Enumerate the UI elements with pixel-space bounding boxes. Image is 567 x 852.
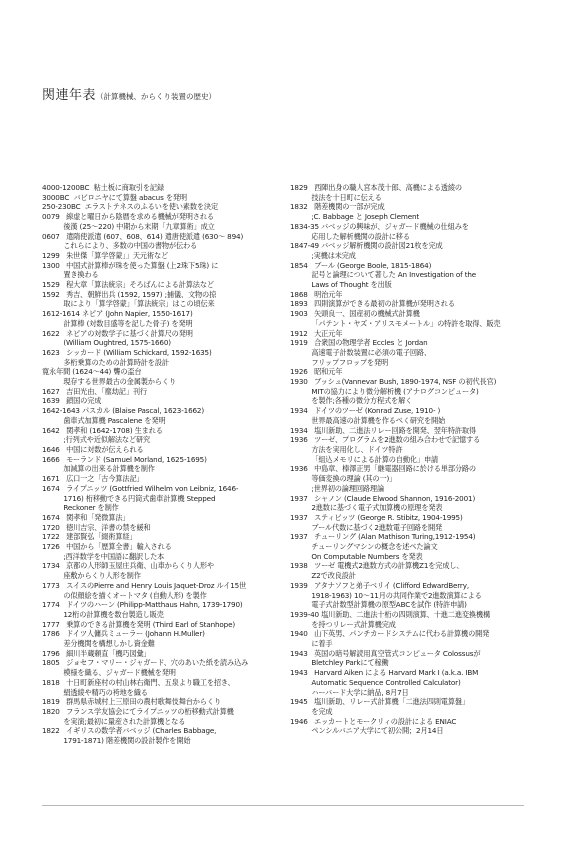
timeline-entry <box>42 581 278 591</box>
entry-year: 寛永年間 <box>42 367 71 377</box>
entry-text: 後漢 (25〜220) 中期から末期「九章算術」成立 <box>42 221 215 231</box>
entry-year: 1773 <box>42 580 60 590</box>
entry-text: 歯車式加算機 Pascalene を発明 <box>42 415 166 425</box>
entry-year: 1939 <box>290 580 308 590</box>
timeline-entry <box>290 494 528 504</box>
timeline-entry <box>42 474 278 484</box>
entry-text: 1791-1871) 階差機関の設計製作を開始 <box>42 736 191 746</box>
entry-year: 1777 <box>42 619 60 629</box>
timeline-entry <box>290 561 528 571</box>
entry-text: を持つリレー式計算機完成 <box>290 619 396 629</box>
timeline-right-column <box>290 183 528 736</box>
entry-year: 1834-35 <box>290 221 319 231</box>
entry-text: チューリング (Alan Mathison Turing,1912-1954) <box>307 532 476 542</box>
timeline-entry <box>42 309 278 319</box>
entry-text: ドイツ人傭兵ミューラー (Johann H.Muller) <box>59 629 205 639</box>
timeline-entry <box>42 484 278 494</box>
entry-year: 0607 <box>42 231 60 241</box>
entry-text: 計算棒 (対数目盛等を記した骨子) を発明 <box>42 318 193 328</box>
timeline-entry <box>42 455 278 465</box>
timeline-entry <box>290 445 528 455</box>
entry-text: 昭和元年 <box>307 367 343 377</box>
entry-year: 1639 <box>42 396 60 406</box>
entry-text: ツーゼ 電機式2進数方式の計算機Z1を完成し、 <box>307 561 464 571</box>
entry-year: 1940 <box>290 629 308 639</box>
entry-text: アタナソフと弟子ベリイ (Clifford EdwardBerry, <box>307 580 469 590</box>
entry-text: ペンシルバニア大学にて初公開；2月14日 <box>290 726 444 736</box>
timeline-entry <box>290 678 528 688</box>
entry-text: チューリングマシンの概念を述べた論文 <box>290 542 438 552</box>
timeline-entry <box>42 251 278 261</box>
timeline-entry <box>290 329 528 339</box>
entry-text: 塩川新助、二進法リレー回路を開発、翌年特許取得 <box>307 425 476 435</box>
timeline-entry <box>42 726 278 736</box>
timeline-entry <box>290 338 528 348</box>
entry-year: 1666 <box>42 454 60 464</box>
timeline-entry <box>290 232 528 242</box>
entry-year: 1786 <box>42 629 60 639</box>
timeline-entry <box>290 600 528 610</box>
timeline-entry <box>290 309 528 319</box>
timeline-entry <box>42 212 278 222</box>
entry-text: 四則演算ができる最初の計算機が発明される <box>307 299 455 309</box>
timeline-entry <box>290 455 528 465</box>
entry-year: 1674 <box>42 483 60 493</box>
entry-year: 1720 <box>42 522 60 532</box>
timeline-entry <box>42 445 278 455</box>
entry-year: 1919 <box>290 338 308 348</box>
entry-text: 階差機関の一部が完成 <box>307 202 385 212</box>
entry-text: 1918-1963) 10〜11月の共同作業で2進数演算による <box>290 590 482 600</box>
entry-text: 中国に対数が伝えられる <box>59 444 144 454</box>
entry-text: 方法を実用化し、ドイツ特許 <box>290 444 403 454</box>
timeline-entry <box>290 367 528 377</box>
entry-year: 1774 <box>42 600 60 610</box>
entry-text: 群馬県赤城村上三原田の農村歌舞伎舞台からくり <box>59 697 221 707</box>
entry-year: 1937 <box>290 532 308 542</box>
entry-text: ネピア (John Napier, 1550-1617) <box>79 309 193 319</box>
entry-text: 電子式計数型計算機の原型ABCを試作 (特許申請) <box>290 600 467 610</box>
entry-year: 250-230BC <box>42 202 81 212</box>
entry-text: 乗算のできる計算機を発明 (Third Earl of Stanhope) <box>59 619 235 629</box>
timeline-left-column <box>42 183 278 746</box>
timeline-entry <box>42 299 278 309</box>
entry-text: 12桁の計算機を数台製造し販売 <box>42 609 164 619</box>
timeline-entry <box>290 717 528 727</box>
entry-year: 1930 <box>290 377 308 387</box>
entry-text: スイスのPierre and Henry Louis Jaquet-Droz ルイ15世 <box>59 580 247 590</box>
timeline-entry <box>290 426 528 436</box>
entry-text: ハーバード大学に納品, 8月7日 <box>290 687 409 697</box>
entry-text: フランス学友協会にてライプニッツの桁移動式計算機 <box>59 706 234 716</box>
entry-year: 1300 <box>42 260 60 270</box>
entry-text: パスカル (Blaise Pascal, 1623-1662) <box>79 406 204 416</box>
entry-text: 差分機関を構想しかし資金難 <box>42 639 155 649</box>
timeline-entry <box>42 270 278 280</box>
entry-year: 1299 <box>42 250 60 260</box>
timeline-entry <box>290 474 528 484</box>
entry-text: 細川半蔵頼直「機巧図彙」 <box>59 648 151 658</box>
entry-text: 粘土板に商取引を記録 <box>89 183 165 192</box>
timeline-entry <box>290 532 528 542</box>
timeline-entry <box>42 396 278 406</box>
entry-text: ネピアの対数学子に基づく計算尺の発明 <box>59 328 193 338</box>
timeline-entry <box>42 542 278 552</box>
entry-text: シャノン (Claude Elwood Shannon, 1916-2001) <box>307 493 476 503</box>
entry-text: 等価変換の理論 (其の一)」 <box>290 474 397 484</box>
entry-year: 1934 <box>290 425 308 435</box>
entry-year: 1934 <box>290 406 308 416</box>
entry-year: 1592 <box>42 289 60 299</box>
entry-year: 1903 <box>290 309 308 319</box>
timeline-entry <box>290 299 528 309</box>
timeline-entry <box>42 639 278 649</box>
entry-text: Reckoner を制作 <box>42 503 119 513</box>
entry-year: 1822 <box>42 726 60 736</box>
entry-year: 1623 <box>42 347 60 357</box>
entry-text: ドイツのツーゼ (Konrad Zuse, 1910- ) <box>307 406 441 416</box>
timeline-entry <box>42 532 278 542</box>
entry-year: 1937 <box>290 512 308 522</box>
timeline-entry <box>290 348 528 358</box>
timeline-entry <box>42 358 278 368</box>
timeline-entry <box>42 688 278 698</box>
entry-text: ドイツのハーン (Philipp-Matthaus Hahn, 1739-1790) <box>59 600 243 610</box>
entry-text: を完成 <box>290 706 333 716</box>
timeline-entry <box>290 387 528 397</box>
timeline-entry <box>290 697 528 707</box>
entry-text: 「パテント・ヤズ・アリスモメートル」の特許を取得、販売 <box>290 318 501 328</box>
timeline-entry <box>290 726 528 736</box>
timeline-entry <box>42 591 278 601</box>
timeline-entry <box>42 426 278 436</box>
timeline-entry <box>42 367 278 377</box>
entry-text: 置き換わる <box>42 270 99 280</box>
entry-year: 1642-1643 <box>42 406 80 416</box>
entry-text: ;西洋数学を中国語に翻訳した本 <box>42 551 165 561</box>
timeline-entry <box>42 348 278 358</box>
timeline-entry <box>290 406 528 416</box>
entry-text: 西陣出身の職人宮本茂十郎、高機による透綾の <box>307 183 462 192</box>
entry-text: Laws of Thought を出版 <box>290 280 392 290</box>
entry-text: 記号と論理について著した An Investigation of the <box>290 270 477 280</box>
timeline-entry <box>290 610 528 620</box>
entry-text: 2進数に基づく電子式加算機の原理を発表 <box>290 503 443 513</box>
entry-text: バビロニヤにて算盤 abacus を発明 <box>69 192 187 202</box>
entry-text: 取により「算学啓蒙」「算法統宗」はこの頃伝来 <box>42 299 215 309</box>
entry-text: 関孝和 (1642-1708) 生まれる <box>59 425 163 435</box>
entry-year: 1854 <box>290 260 308 270</box>
entry-text: 中国から「歴算全書」輸入される <box>59 542 172 552</box>
timeline-entry <box>42 435 278 445</box>
entry-text: バベッジ解析機関の設計図21枚を完成 <box>318 241 443 251</box>
entry-text: ジョセフ・マリー・ジャガード、穴のあいた紙を読み込み <box>59 658 249 668</box>
entry-text: 座敷からくり人形を制作 <box>42 571 141 581</box>
entry-year: 1946 <box>290 716 308 726</box>
entry-text: 「組込メモリによる計算の自動化」申請 <box>290 454 439 464</box>
entry-text: バベッジの興味が、ジャガード機械の仕組みを <box>318 221 469 231</box>
entry-text: On Computable Numbers を発表 <box>290 551 423 561</box>
timeline-entry <box>42 736 278 746</box>
entry-text: モーランド (Samuel Morland, 1625-1695) <box>59 454 207 464</box>
timeline-entry <box>42 600 278 610</box>
entry-year: 1939-40 <box>290 609 319 619</box>
entry-year: 1627 <box>42 386 60 396</box>
entry-text: 世界最高速の計算機を作るべく研究を開始 <box>290 415 446 425</box>
entry-year: 1926 <box>290 367 308 377</box>
entry-year: 1726 <box>42 542 60 552</box>
entry-year: 1936 <box>290 435 308 445</box>
timeline-entry <box>290 591 528 601</box>
entry-text: 程大章「算法統宗」そろばんによる計算法など <box>59 280 214 290</box>
entry-text: 関孝和「発微算法」 <box>59 512 130 522</box>
entry-year: 1943 <box>290 648 308 658</box>
entry-text: 建部賢弘「綴術算経」 <box>59 532 137 542</box>
entry-text: 秀吉、朝鮮出兵 (1592, 1597) ;捕儀、文物の掠 <box>59 289 217 299</box>
timeline-entry <box>42 658 278 668</box>
entry-text: ツーゼ、プログラムを2進数の組み合わせで記憶する <box>307 435 481 445</box>
entry-text: 吉田光由、「塵劫記」刊行 <box>59 386 147 396</box>
timeline-entry <box>290 629 528 639</box>
entry-text: 1716) 桁移動できる円筒式歯車計算機 Stepped <box>42 493 216 503</box>
entry-text: ブール (George Boole, 1815-1864) <box>307 260 432 270</box>
entry-text: イギリスの数学者バベッジ (Charles Babbage, <box>59 726 217 736</box>
entry-text: ;世界初の論理回路理論 <box>290 483 384 493</box>
entry-year: 1805 <box>42 658 60 668</box>
timeline-entry <box>290 552 528 562</box>
timeline-entry <box>290 503 528 513</box>
timeline-entry <box>290 358 528 368</box>
title-main: 関連年表 <box>42 88 97 103</box>
entry-year: 1646 <box>42 444 60 454</box>
timeline-entry <box>42 649 278 659</box>
timeline-entry <box>290 261 528 271</box>
timeline-entry <box>290 183 528 193</box>
timeline-entry <box>42 416 278 426</box>
entry-year: 1622 <box>42 328 60 338</box>
timeline-entry <box>42 629 278 639</box>
entry-text: Bletchley Parkにて稼働 <box>290 658 389 668</box>
timeline-entry <box>42 261 278 271</box>
timeline-entry <box>42 697 278 707</box>
timeline-entry <box>42 232 278 242</box>
entry-text: 中島章、榛澤正男「継電器回路に於ける単部分路の <box>307 464 476 474</box>
entry-year: 1829 <box>290 183 308 192</box>
entry-year: 1945 <box>290 697 308 707</box>
entry-year: 1674 <box>42 512 60 522</box>
timeline-entry <box>42 561 278 571</box>
entry-text: 英国の暗号解読用真空管式コンピュータ Colossusが <box>307 648 481 658</box>
bottom-divider <box>42 805 524 806</box>
entry-text: 鎖国の完成 <box>59 396 102 406</box>
entry-year: 1936 <box>290 464 308 474</box>
entry-text: 加減算の出来る計算機を制作 <box>42 464 155 474</box>
timeline-entry <box>290 542 528 552</box>
timeline-entry <box>290 435 528 445</box>
timeline-entry <box>290 241 528 251</box>
entry-text: 合衆国の物理学者 Eccles と Jordan <box>307 338 428 348</box>
entry-text: エッカートとモークリィの設計による ENIAC <box>307 716 457 726</box>
entry-year: 1642 <box>42 425 60 435</box>
timeline-entry <box>290 464 528 474</box>
timeline-entry <box>290 513 528 523</box>
entry-year: 1820 <box>42 706 60 716</box>
entry-text: 広口一之「古今算法記」 <box>59 474 144 484</box>
entry-text: 高速電子計数装置に必須の電子回路、 <box>290 347 431 357</box>
timeline-entry <box>290 649 528 659</box>
timeline-entry <box>42 183 278 193</box>
entry-text: シッカード (William Schickard, 1592-1635) <box>59 347 212 357</box>
timeline-entry <box>290 396 528 406</box>
entry-text: Z2で改良設計 <box>290 571 356 581</box>
timeline-entry <box>42 717 278 727</box>
entry-text: 絹透綾や精巧の袴地を織る <box>42 687 148 697</box>
entry-year: 1818 <box>42 677 60 687</box>
timeline-entry <box>42 202 278 212</box>
timeline-entry <box>290 202 528 212</box>
timeline-entry <box>42 678 278 688</box>
entry-year: 1832 <box>290 202 308 212</box>
entry-year: 1722 <box>42 532 60 542</box>
timeline-entry <box>42 620 278 630</box>
title-subtitle: （計算機械、からくり装置の歴史） <box>96 92 217 101</box>
timeline-entry <box>42 387 278 397</box>
entry-text: 線虚と曜日から陰暦を求める機械が発明される <box>59 212 214 222</box>
timeline-entry <box>290 581 528 591</box>
entry-text: 朱世傑「算学啓蒙」」天元術など <box>59 250 169 260</box>
entry-text: 模様を織る、ジャガード機械を発明 <box>42 668 176 678</box>
timeline-entry <box>42 377 278 387</box>
entry-year: 1912 <box>290 328 308 338</box>
entry-year: 1868 <box>290 289 308 299</box>
entry-text: 現存する世界最古の金属製からくり <box>42 377 176 387</box>
entry-text: 塩川新助、二進法十桁の四則演算、十進二進変換機構 <box>318 609 491 619</box>
timeline-entry <box>290 193 528 203</box>
entry-text: 十日町新座村の村山林右衛門、五泉より職工を招き、 <box>59 677 235 687</box>
timeline-entry <box>290 571 528 581</box>
entry-year: 1819 <box>42 697 60 707</box>
entry-text: フリップフロップを発明 <box>290 357 389 367</box>
timeline-entry <box>290 668 528 678</box>
entry-year: 1938 <box>290 561 308 571</box>
page-title <box>42 84 216 103</box>
entry-text: ライプニッツ (Gottfried Wilhelm von Leibniz, 1646- <box>59 483 239 493</box>
entry-text: を実演;最初に量産された計算機となる <box>42 716 186 726</box>
timeline-entry <box>42 329 278 339</box>
entry-text: スティビッツ (George R. Stibitz, 1904-1995) <box>307 512 463 522</box>
timeline-entry <box>42 668 278 678</box>
entry-year: 1671 <box>42 474 60 484</box>
entry-text: (1624〜44) 聾の盃台 <box>70 367 142 377</box>
entry-year: 1937 <box>290 493 308 503</box>
timeline-entry <box>42 338 278 348</box>
entry-text: 応用した解析機関の設計に移る <box>290 231 410 241</box>
timeline-entry <box>42 290 278 300</box>
timeline-entry <box>290 688 528 698</box>
entry-year: 1893 <box>290 299 308 309</box>
timeline-entry <box>42 552 278 562</box>
entry-text: ブッシュ(Vannevar Bush, 1890-1974, NSF の初代長官) <box>307 377 497 387</box>
timeline-entry <box>290 658 528 668</box>
entry-text: 徳川吉宗、洋書の禁を緩和 <box>59 522 151 532</box>
entry-year: 0079 <box>42 212 60 222</box>
entry-text: 塩川新助、リレー式計算機「二進法四則電算盤」 <box>307 697 469 707</box>
timeline-entry <box>290 319 528 329</box>
entry-year: 1847-49 <box>290 241 319 251</box>
timeline-entry <box>42 523 278 533</box>
entry-year: 1734 <box>42 561 60 571</box>
entry-year: 1796 <box>42 648 60 658</box>
timeline-entry <box>42 280 278 290</box>
timeline-entry <box>290 290 528 300</box>
timeline-entry <box>290 620 528 630</box>
entry-text: ;C. Babbage と Joseph Clement <box>290 212 420 222</box>
timeline-entry <box>290 416 528 426</box>
entry-text: の似顔絵を描くオートマタ (自動人形) を製作 <box>42 590 207 600</box>
timeline-entry <box>42 193 278 203</box>
timeline-entry <box>42 513 278 523</box>
entry-text: ブール代数に基づく2進数電子回路を開発 <box>290 522 443 532</box>
entry-text: 中国式計算棒が珠を使った算盤 (上2珠下5珠) に <box>59 260 219 270</box>
entry-text: 矢頭良一、国産初の機械式計算機 <box>307 309 420 319</box>
entry-year: 1529 <box>42 280 60 290</box>
timeline-entry <box>290 707 528 717</box>
timeline-entry <box>42 222 278 232</box>
entry-text: これらにより、多数の中国の書物が伝わる <box>42 241 198 251</box>
entry-text: (William Oughtred, 1575-1660) <box>42 338 171 348</box>
entry-text: ;行列式や近似解法など研究 <box>42 435 151 445</box>
timeline-entry <box>290 222 528 232</box>
timeline-entry <box>42 503 278 513</box>
entry-year: 1612-1614 <box>42 309 80 319</box>
timeline-entry <box>42 571 278 581</box>
timeline-entry <box>290 639 528 649</box>
timeline-entry <box>290 377 528 387</box>
entry-text: に着手 <box>290 639 333 649</box>
timeline-entry <box>290 270 528 280</box>
entry-text: 山下英男、パンチカードシステムに代わる計算機の開発 <box>307 629 490 639</box>
entry-text: エラストテネスのふるいを使い素数を決定 <box>80 202 218 212</box>
entry-text: 京都の人形師玉屋庄兵衛、山車からくり人形や <box>59 561 214 571</box>
entry-text: 明治元年 <box>307 289 343 299</box>
entry-text: 大正元年 <box>307 328 343 338</box>
entry-text: Harvard Aiken による Harvard Mark I (a.k.a. IBM <box>307 668 479 678</box>
entry-text: 多桁乗算のための計算時計を設計 <box>42 357 169 367</box>
timeline-entry <box>42 319 278 329</box>
timeline-entry <box>42 494 278 504</box>
entry-year: 4000-1200BC <box>42 183 90 192</box>
entry-text: 遣隋使派遣 (607、608、614) 遣唐使派遣 (630〜 894) <box>59 231 244 241</box>
entry-year: 1943 <box>290 668 308 678</box>
entry-text: を製作;各種の微分方程式を解く <box>290 396 413 406</box>
timeline-entry <box>42 707 278 717</box>
entry-text: 技法を十日町に伝える <box>290 192 382 202</box>
entry-text: Automatic Sequence Controlled Calculator) <box>290 677 461 687</box>
timeline-entry <box>290 212 528 222</box>
timeline-entry <box>42 464 278 474</box>
timeline-entry <box>42 610 278 620</box>
entry-year: 3000BC <box>42 192 70 202</box>
timeline-entry <box>290 523 528 533</box>
timeline-entry <box>42 241 278 251</box>
timeline-entry <box>290 280 528 290</box>
timeline-entry <box>290 251 528 261</box>
entry-text: ;実機は未完成 <box>290 250 356 260</box>
entry-text: MITの協力により微分解析機 (アナログコンピュータ) <box>290 386 479 396</box>
timeline-entry <box>42 406 278 416</box>
timeline-entry <box>290 484 528 494</box>
